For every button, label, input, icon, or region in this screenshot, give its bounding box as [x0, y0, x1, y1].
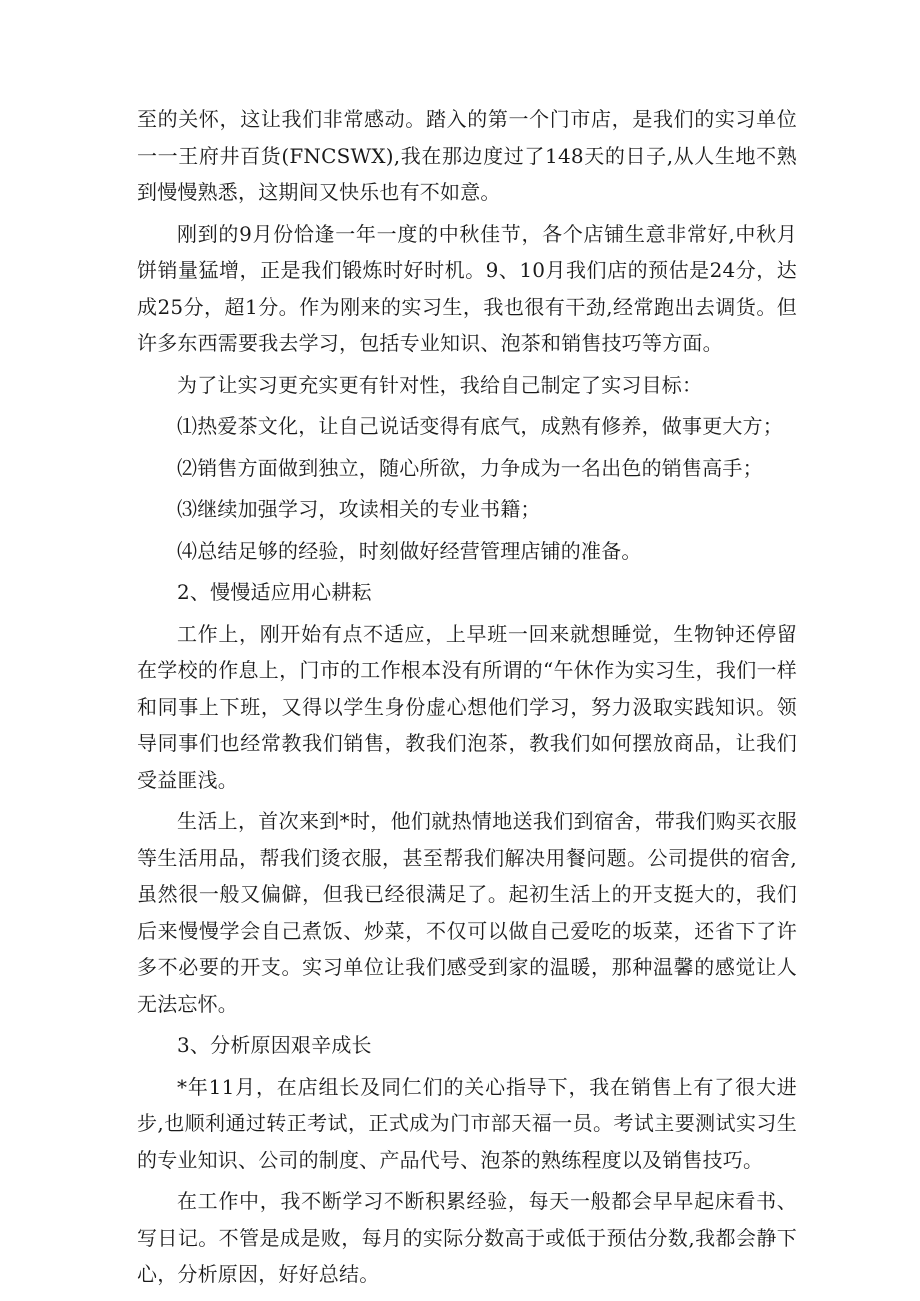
section-heading-3: 3、分析原因艰辛成长 [177, 1033, 372, 1057]
paragraph-work: 工作上，刚开始有点不适应，上早班一回来就想睡觉，生物钟还停留在学校的作息上，门市的工作根本没有所谓的“午休作为实习生，我们一样和同事上下班，又得以学生身份虚心想他们学习，努力汲取实践知识。领导同事们也经常教我们销售，教我们泡茶，教我们如何摆放商品，让我们受益匪浅。 [137, 621, 797, 792]
goal-item-1: ⑴热爱茶文化，让自己说话变得有底气，成熟有修养，做事更大方； [177, 414, 783, 438]
paragraph-2: 刚到的9月份恰逢一年一度的中秋佳节，各个店铺生意非常好,中秋月饼销量猛增，正是我们锻炼时好时机。9、10月我们店的预估是24分，达成25分，超1分。作为刚来的实习生，我也很有干劲,经常跑出去调货。但许多东西需要我去学习，包括专业知识、泡茶和销售技巧等方面。 [137, 221, 797, 355]
goal-item-3: ⑶继续加强学习，攻读相关的专业书籍； [177, 497, 541, 521]
paragraph-life: 生活上，首次来到*时，他们就热情地送我们到宿舍，带我们购买衣服等生活用品，帮我们烫衣服，甚至帮我们解决用餐问题。公司提供的宿舍,虽然很一般又偏僻，但我已经很满足了。起初生活上的开支挺大的，我们后来慢慢学会自己煮饭、炒菜，不仅可以做自己爱吃的坂菜，还省下了许多不必要的开支。实习单位让我们感受到家的温暖，那种温馨的感觉让人无法忘怀。 [137, 809, 797, 1016]
paragraph-1: 至的关怀，这让我们非常感动。踏入的第一个门市店，是我们的实习单位一一王府井百货(FNCSWX),我在那边度过了148天的日子,从人生地不熟到慢慢熟悉，这期间又快乐也有不如意。 [137, 107, 797, 204]
goal-item-2: ⑵销售方面做到独立，随心所欲，力争成为一名出色的销售高手； [177, 455, 763, 480]
paragraph-3: 为了让实习更充实更有针对性，我给自己制定了实习目标： [177, 372, 703, 397]
paragraph-reflection: 在工作中，我不断学习不断积累经验，每天一般都会早早起床看书、写日记。不管是成是败，每月的实际分数高于或低于预估分数,我都会静下心，分析原因，好好总结。 [137, 1189, 797, 1286]
paragraph-progress: *年11月，在店组长及同仁们的关心指导下，我在销售上有了很大进步,也顺利通过转正考试，正式成为门市部天福一员。考试主要测试实习生的专业知识、公司的制度、产品代号、泡茶的熟练程度以及销售技巧。 [137, 1074, 797, 1172]
goal-item-4: ⑷总结足够的经验，时刻做好经营管理店铺的准备。 [177, 538, 642, 563]
document-body [137, 101, 797, 1298]
section-heading-2: 2、慢慢适应用心耕耘 [177, 580, 372, 604]
